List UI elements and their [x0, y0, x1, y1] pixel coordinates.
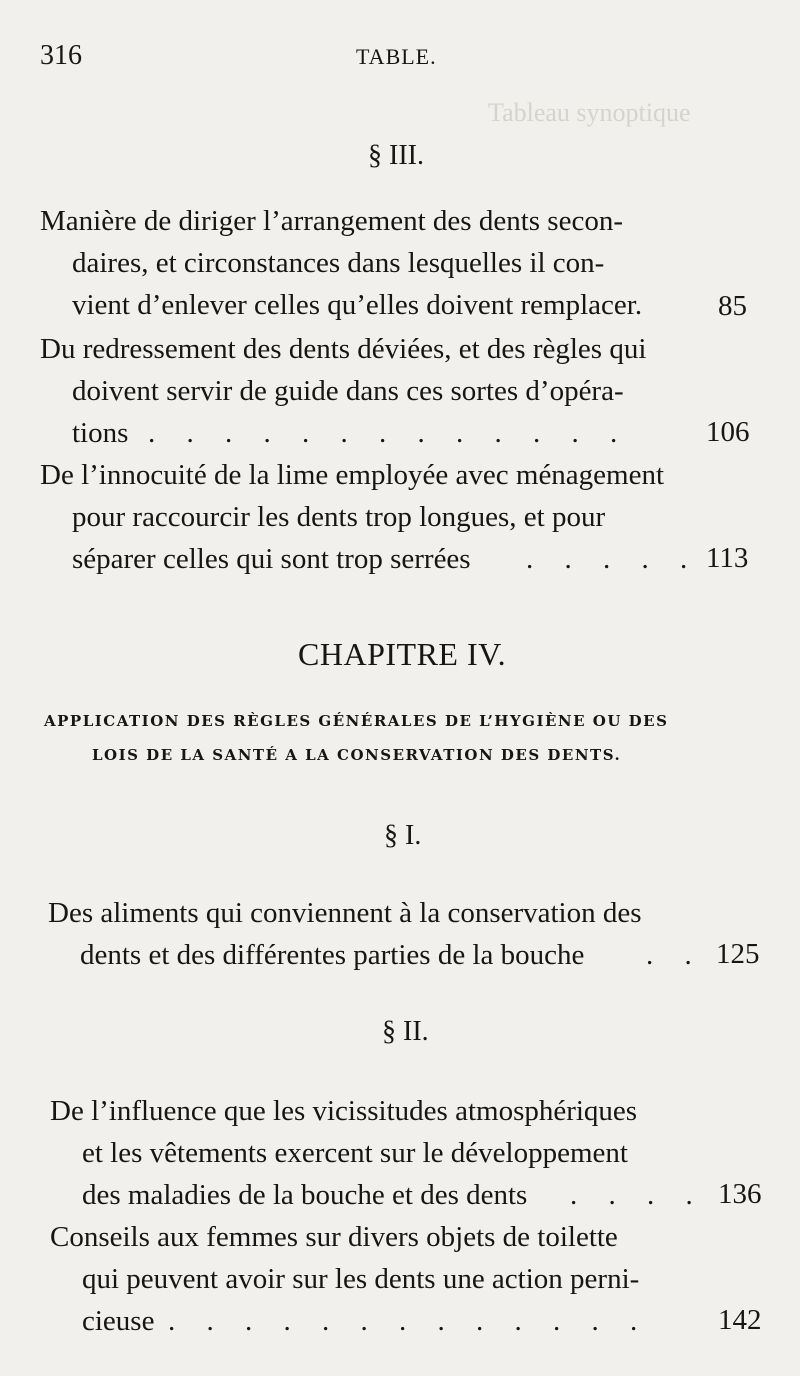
toc-leader-dots: . . . . — [570, 1179, 705, 1211]
toc-leader-dots: . . — [646, 939, 704, 971]
toc-page-number: 142 — [718, 1304, 762, 1336]
toc-entry-line: dents et des différentes parties de la bouche — [80, 939, 585, 971]
toc-leader-dots: . . . . . — [526, 543, 700, 575]
section-heading-iii: § III. — [368, 140, 424, 171]
bleed-through: Tableau synoptique — [488, 98, 691, 127]
toc-entry-line: Manière de diriger l’arrangement des dents secon- — [40, 205, 623, 237]
section-heading-ii: § II. — [382, 1016, 429, 1047]
running-title: TABLE. — [356, 44, 437, 69]
toc-page-number: 125 — [716, 938, 760, 970]
chapter-subtitle-line: LOIS DE LA SANTÉ A LA CONSERVATION DES DENTS. — [92, 746, 622, 764]
toc-entry-line: Du redressement des dents déviées, et des règles qui — [40, 333, 647, 365]
toc-leader-dots: . . . . . . . . . . . . . — [148, 417, 630, 449]
toc-entry-line: séparer celles qui sont trop serrées — [72, 543, 471, 575]
toc-page-number: 106 — [706, 416, 750, 448]
toc-entry-line: daires, et circonstances dans lesquelles il con- — [72, 247, 605, 279]
toc-entry-line: vient d’enlever celles qu’elles doivent remplacer. — [72, 289, 643, 321]
chapter-title: CHAPITRE IV. — [298, 636, 507, 672]
toc-leader-dots: . . . . . . . . . . . . . — [168, 1305, 650, 1337]
toc-entry-line: des maladies de la bouche et des dents — [82, 1179, 528, 1211]
toc-page-number: 113 — [706, 542, 749, 574]
chapter-subtitle-line: APPLICATION DES RÈGLES GÉNÉRALES DE L’HYGIÈNE OU DES — [44, 712, 669, 730]
toc-entry-line: Conseils aux femmes sur divers objets de toilette — [50, 1221, 618, 1253]
toc-entry-line: tions — [72, 417, 129, 449]
toc-entry-line: qui peuvent avoir sur les dents une action perni- — [82, 1263, 640, 1295]
toc-entry-line: De l’influence que les vicissitudes atmosphériques — [50, 1095, 638, 1127]
toc-entry-line: cieuse — [82, 1305, 155, 1337]
toc-entry-line: et les vêtements exercent sur le développement — [82, 1137, 628, 1169]
toc-entry-line: De l’innocuité de la lime employée avec ménagement — [40, 459, 665, 491]
toc-entry-line: Des aliments qui conviennent à la conservation des — [48, 897, 642, 929]
toc-entry-line: pour raccourcir les dents trop longues, et pour — [72, 501, 606, 533]
page-number: 316 — [40, 40, 82, 71]
toc-page-number: 136 — [718, 1178, 762, 1210]
toc-page-number: 85 — [718, 290, 747, 322]
section-heading-i: § I. — [384, 820, 422, 851]
toc-entry-line: doivent servir de guide dans ces sortes d’opéra- — [72, 375, 624, 407]
